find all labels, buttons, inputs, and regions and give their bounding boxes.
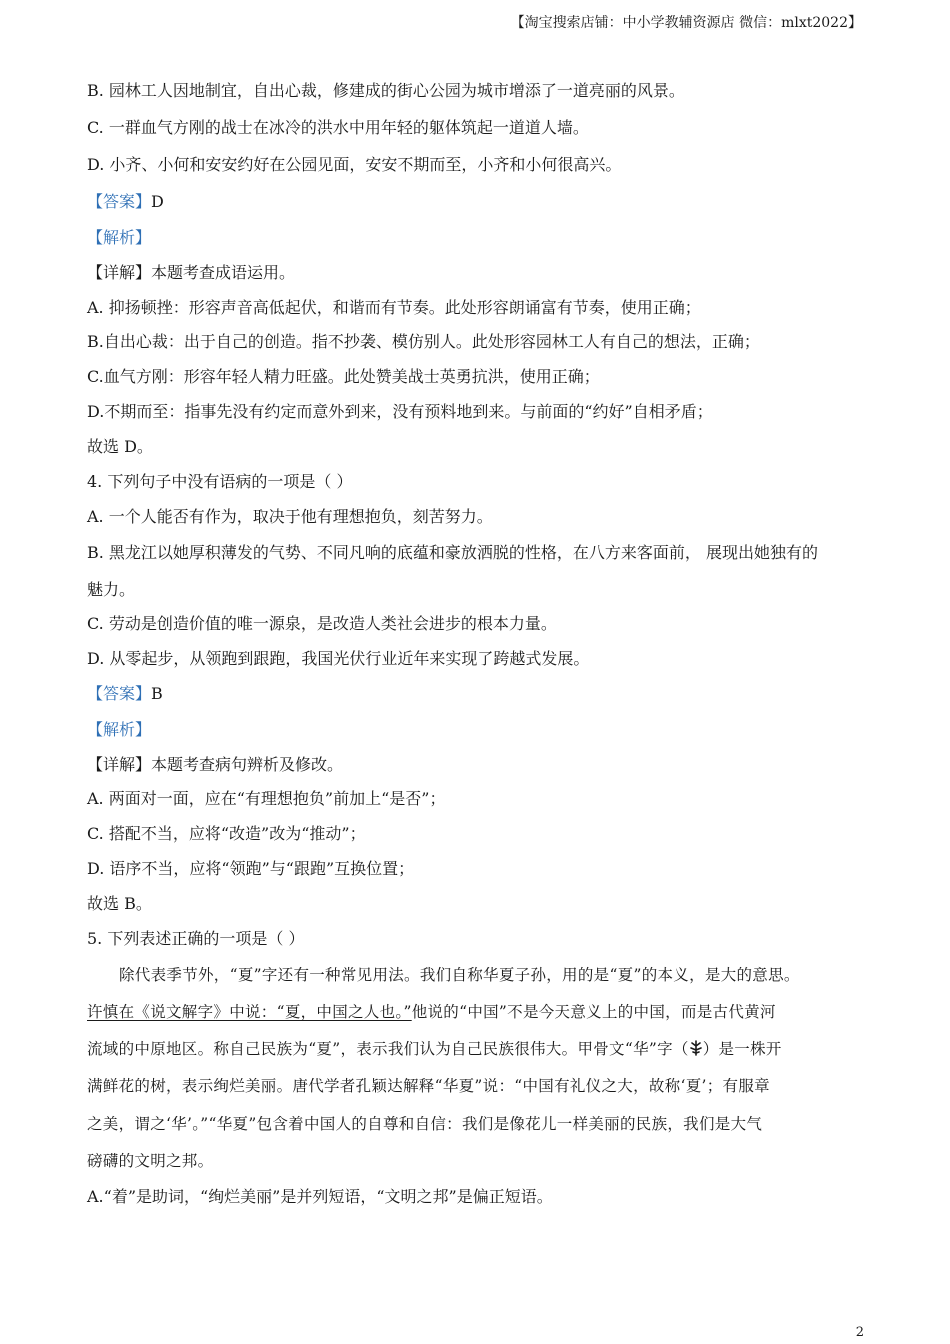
- answer-tag: 【答案】: [87, 192, 152, 211]
- passage-text: ）是一株开: [702, 1040, 782, 1058]
- q3-option-d: D. 小齐、小何和安安约好在公园见面，安安不期而至，小齐和小何很高兴。: [87, 155, 622, 174]
- page-header: 【淘宝搜索店铺：中小学教辅资源店 微信：mlxt2022】: [510, 15, 862, 31]
- q5-passage-line-5: 之美，谓之‘华’。”“华夏”包含着中国人的自尊和自信：我们是像花儿一样美丽的民族，我们是大气: [87, 1115, 763, 1133]
- underlined-quote: 许慎在《说文解字》中说：“夏，中国之人也。”: [87, 1003, 412, 1021]
- passage-text: 流域的中原地区。称自己民族为“夏”，表示我们认为自己民族很伟大。甲骨文“华”字（: [87, 1040, 689, 1058]
- q4-conclusion: 故选 B。: [87, 894, 152, 913]
- q5-passage-line-6: 磅礴的文明之邦。: [87, 1152, 214, 1170]
- q4-option-d: D. 从零起步，从领跑到跟跑，我国光伏行业近年来实现了跨越式发展。: [87, 649, 590, 668]
- q4-option-b: B. 黑龙江以她厚积薄发的气势、不同凡响的底蕴和豪放洒脱的性格，在八方来客面前， 展现出她独有的: [87, 543, 819, 562]
- q3-option-c: C. 一群血气方刚的战士在冰冷的洪水中用年轻的躯体筑起一道道人墙。: [87, 118, 589, 137]
- q4-option-c: C. 劳动是创造价值的唯一源泉，是改造人类社会进步的根本力量。: [87, 614, 557, 633]
- q5-passage-line-3: [87, 1039, 782, 1059]
- q5-passage-line-4: 满鲜花的树，表示绚烂美丽。唐代学者孔颖达解释“华夏”说：“中国有礼仪之大，故称‘夏’；有服章: [87, 1077, 770, 1095]
- q4-stem: 4. 下列句子中没有语病的一项是（ ）: [87, 472, 353, 491]
- q4-option-a: A. 一个人能否有作为，取决于他有理想抱负，刻苦努力。: [87, 507, 493, 526]
- passage-text: 他说的“中国”不是今天意义上的中国，而是古代黄河: [411, 1003, 776, 1021]
- q3-answer: [87, 192, 164, 212]
- q3-explanation-c: C.血气方刚：形容年轻人精力旺盛。此处赞美战士英勇抗洪，使用正确；: [87, 367, 600, 386]
- q5-option-a: A.“着”是助词，“绚烂美丽”是并列短语，“文明之邦”是偏正短语。: [87, 1187, 553, 1206]
- q4-explanation-c: C. 搭配不当，应将“改造”改为“推动”；: [87, 824, 366, 843]
- q3-option-b: B. 园林工人因地制宜，自出心裁，修建成的街心公园为城市增添了一道亮丽的风景。: [87, 81, 685, 100]
- answer-tag: 【答案】: [87, 684, 152, 703]
- q3-detail: 【详解】本题考查成语运用。: [87, 263, 296, 282]
- q4-detail: 【详解】本题考查病句辨析及修改。: [87, 755, 344, 774]
- oracle-bone-hua-icon: [689, 1040, 703, 1056]
- q4-option-b-cont: 魅力。: [87, 580, 136, 599]
- answer-value: B: [151, 684, 163, 703]
- q4-explanation-d: D. 语序不当，应将“领跑”与“跟跑”互换位置；: [87, 859, 415, 878]
- q4-answer: [87, 684, 163, 704]
- q5-stem: 5. 下列表述正确的一项是（ ）: [87, 929, 305, 948]
- q3-explanation-d: D.不期而至：指事先没有约定而意外到来，没有预料地到来。与前面的“约好”自相矛盾；: [87, 402, 713, 421]
- answer-value: D: [151, 192, 164, 211]
- page-number: 2: [855, 1325, 864, 1340]
- q3-conclusion: 故选 D。: [87, 437, 153, 456]
- q4-explanation-a: A. 两面对一面，应在“有理想抱负”前加上“是否”；: [87, 789, 446, 808]
- q3-explanation-a: A. 抑扬顿挫：形容声音高低起伏，和谐而有节奏。此处形容朗诵富有节奏，使用正确；: [87, 298, 701, 317]
- q5-passage-line-1: 除代表季节外，“夏”字还有一种常见用法。我们自称华夏子孙，用的是“夏”的本义，是大的意思。: [119, 966, 800, 984]
- q3-analysis-tag: 【解析】: [87, 228, 152, 247]
- q5-passage-line-2: [87, 1002, 776, 1022]
- q3-explanation-b: B.自出心裁：出于自己的创造。指不抄袭、模仿别人。此处形容园林工人有自己的想法，正确；: [87, 332, 760, 351]
- q4-analysis-tag: 【解析】: [87, 720, 152, 739]
